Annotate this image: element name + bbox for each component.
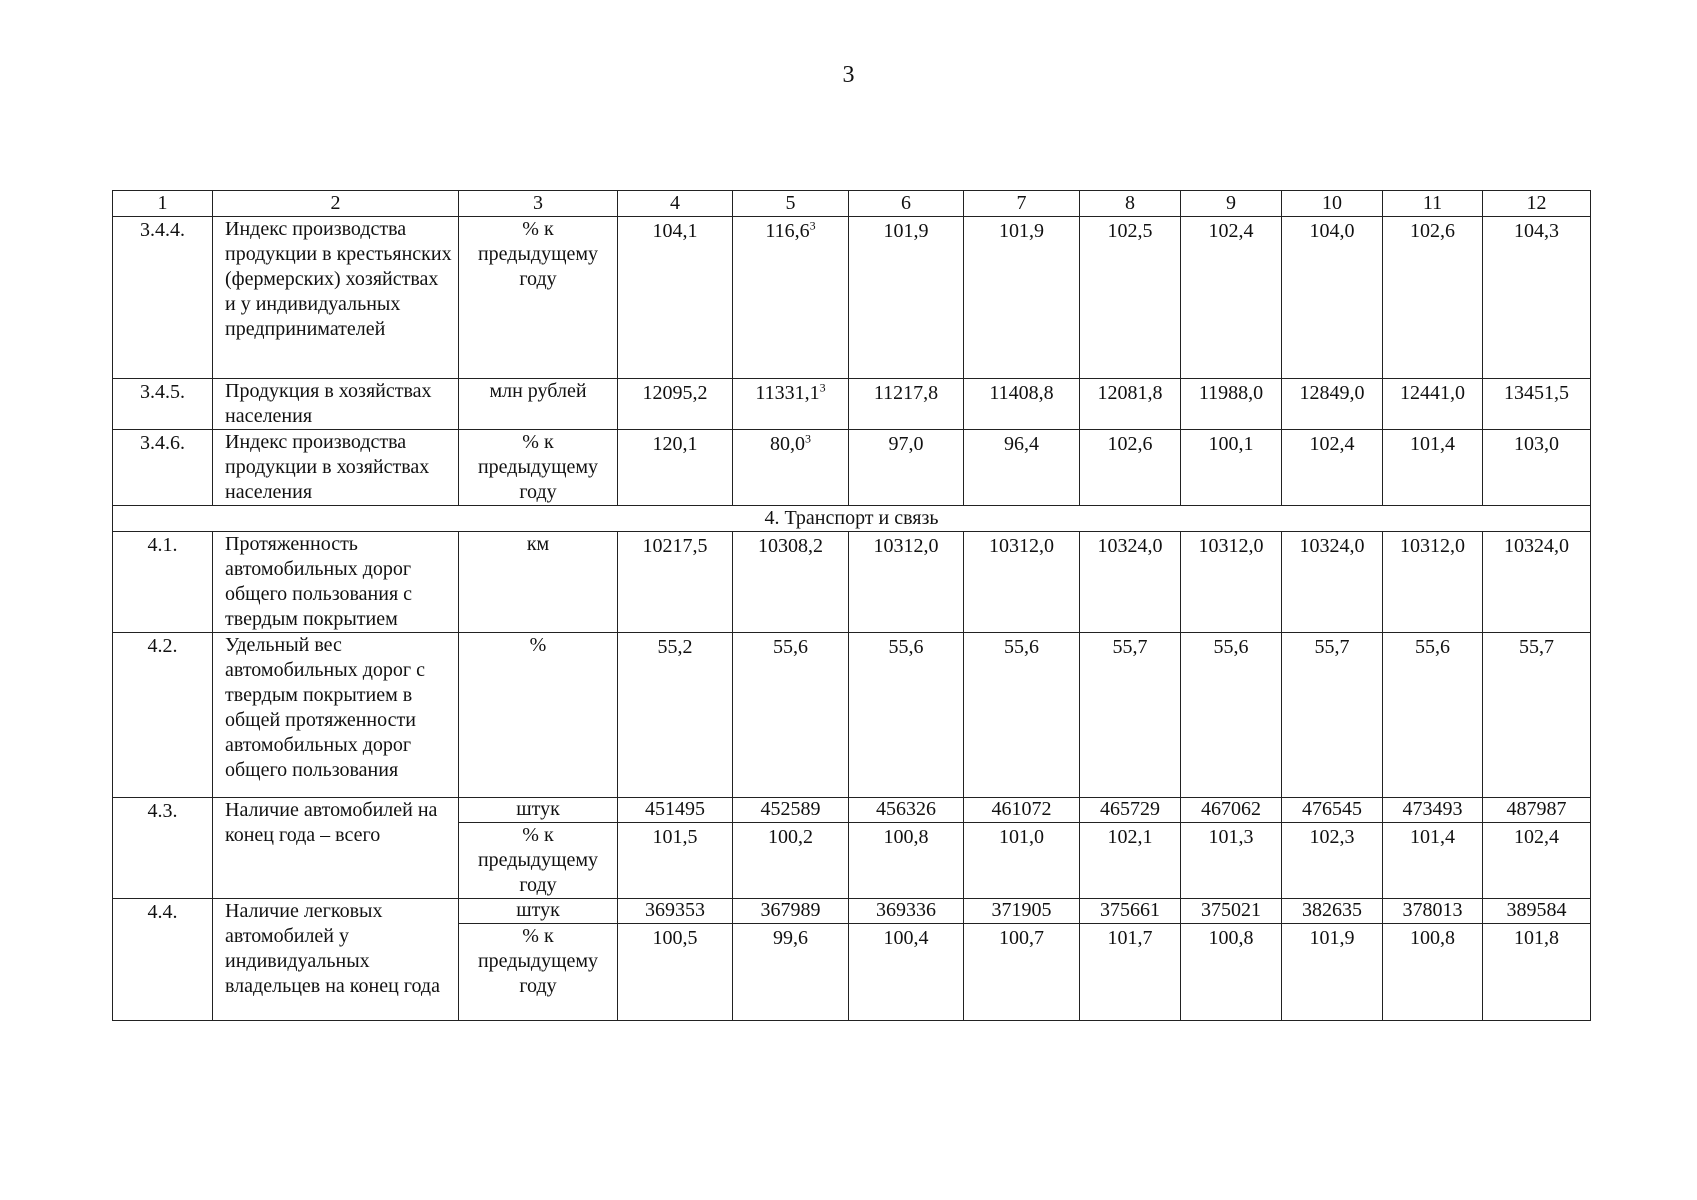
value-text: 55,6 — [888, 636, 924, 658]
indicator-name: Продукция в хозяйствах населения — [213, 379, 459, 430]
table-body — [113, 191, 1591, 1021]
value-text: 55,6 — [1415, 636, 1450, 658]
value-cell — [1383, 798, 1483, 823]
indicator-name: Наличие автомобилей на конец года – всего — [213, 798, 459, 899]
value-text: 120,1 — [652, 433, 698, 455]
value-cell — [1080, 379, 1181, 430]
value-cell — [964, 899, 1080, 924]
value-cell — [1181, 379, 1282, 430]
value-text: 103,0 — [1514, 433, 1559, 455]
value-cell — [1282, 924, 1383, 1021]
value-cell — [1080, 217, 1181, 379]
value-text: 371905 — [991, 899, 1052, 921]
value-text: 378013 — [1402, 899, 1463, 921]
value-cell — [964, 217, 1080, 379]
value-cell — [1282, 217, 1383, 379]
row-code: 4.2. — [113, 633, 213, 798]
column-number: 8 — [1080, 191, 1181, 217]
value-text: 102,6 — [1107, 433, 1153, 455]
value-cell — [618, 899, 733, 924]
value-cell — [964, 379, 1080, 430]
value-text: 55,6 — [1004, 636, 1039, 658]
value-cell — [1282, 899, 1383, 924]
value-text: 11217,8 — [873, 382, 939, 404]
value-cell — [849, 924, 964, 1021]
value-text: 12081,8 — [1097, 382, 1163, 404]
footnote-mark: 3 — [819, 380, 826, 395]
value-cell — [618, 798, 733, 823]
value-text: 11988,0 — [1198, 382, 1264, 404]
indicator-name: Наличие легковых автомобилей у индивидуальных владельцев на конец года — [213, 899, 459, 1021]
indicator-name: Индекс производства продукции в крестьянских (фермерских) хозяйствах и у индивидуальных предпринимателей — [213, 217, 459, 379]
value-cell — [1282, 823, 1383, 899]
value-cell — [1483, 217, 1591, 379]
value-text: 367989 — [760, 899, 821, 921]
column-number: 6 — [849, 191, 964, 217]
value-text: 100,8 — [1208, 927, 1254, 949]
value-text: 10324,0 — [1504, 535, 1569, 557]
unit-cell: % к предыдущему году — [459, 430, 618, 506]
row-code: 4.3. — [113, 798, 213, 899]
value-cell — [1181, 217, 1282, 379]
value-cell — [964, 430, 1080, 506]
value-text: 80,0 — [770, 433, 805, 455]
value-text: 375661 — [1100, 899, 1160, 921]
value-text: 369336 — [876, 899, 936, 921]
value-text: 10312,0 — [1400, 535, 1465, 557]
value-text: 104,0 — [1309, 220, 1355, 242]
value-text: 389584 — [1506, 899, 1567, 921]
table-row — [113, 532, 1591, 633]
value-text: 10324,0 — [1299, 535, 1365, 557]
value-cell — [1282, 430, 1383, 506]
value-cell — [733, 430, 849, 506]
column-number: 5 — [733, 191, 849, 217]
section-row — [113, 506, 1591, 532]
column-number: 7 — [964, 191, 1080, 217]
indicator-name: Индекс производства продукции в хозяйствах населения — [213, 430, 459, 506]
value-text: 467062 — [1201, 798, 1261, 820]
value-cell — [1181, 924, 1282, 1021]
value-text: 456326 — [876, 798, 936, 820]
value-cell — [964, 532, 1080, 633]
row-code: 4.1. — [113, 532, 213, 633]
value-cell — [1483, 532, 1591, 633]
unit-cell: штук — [459, 899, 618, 924]
value-text: 101,4 — [1410, 433, 1455, 455]
value-text: 101,9 — [883, 220, 929, 242]
value-cell — [618, 379, 733, 430]
value-cell — [733, 924, 849, 1021]
value-text: 476545 — [1302, 798, 1362, 820]
unit-cell: % к предыдущему году — [459, 823, 618, 899]
footnote-mark: 3 — [809, 218, 816, 233]
value-cell — [1483, 798, 1591, 823]
value-cell — [964, 924, 1080, 1021]
value-text: 55,7 — [1519, 636, 1554, 658]
value-text: 55,7 — [1314, 636, 1350, 658]
row-code: 3.4.5. — [113, 379, 213, 430]
column-number: 12 — [1483, 191, 1591, 217]
value-cell — [618, 633, 733, 798]
value-cell — [1181, 633, 1282, 798]
value-cell — [1282, 798, 1383, 823]
value-text: 102,5 — [1107, 220, 1153, 242]
value-cell — [1282, 379, 1383, 430]
value-cell — [618, 217, 733, 379]
value-cell — [964, 633, 1080, 798]
value-cell — [964, 798, 1080, 823]
value-cell — [1383, 379, 1483, 430]
value-cell — [849, 899, 964, 924]
value-cell — [1080, 430, 1181, 506]
value-cell — [1181, 899, 1282, 924]
value-cell — [1080, 899, 1181, 924]
value-cell — [1080, 532, 1181, 633]
value-text: 13451,5 — [1504, 382, 1569, 404]
table-row — [113, 633, 1591, 798]
value-text: 116,6 — [765, 220, 810, 242]
value-text: 104,3 — [1514, 220, 1559, 242]
value-text: 12849,0 — [1299, 382, 1365, 404]
page-number: 3 — [842, 62, 855, 88]
value-text: 369353 — [645, 899, 705, 921]
column-number: 9 — [1181, 191, 1282, 217]
value-text: 102,4 — [1208, 220, 1254, 242]
value-text: 10312,0 — [1198, 535, 1264, 557]
value-cell — [849, 823, 964, 899]
table-row — [113, 798, 1591, 823]
value-text: 102,4 — [1309, 433, 1355, 455]
value-text: 101,9 — [1309, 927, 1355, 949]
column-numbers-row — [113, 191, 1591, 217]
value-text: 101,7 — [1107, 927, 1153, 949]
unit-cell: штук — [459, 798, 618, 823]
table-row — [113, 899, 1591, 924]
unit-cell: % к предыдущему году — [459, 924, 618, 1021]
value-cell — [1080, 823, 1181, 899]
section-title: 4. Транспорт и связь — [113, 506, 1591, 532]
value-text: 487987 — [1506, 798, 1567, 820]
unit-cell: км — [459, 532, 618, 633]
value-text: 102,4 — [1514, 826, 1559, 848]
value-text: 451495 — [645, 798, 705, 820]
table-row — [113, 217, 1591, 379]
unit-cell: % к предыдущему году — [459, 217, 618, 379]
value-text: 101,9 — [999, 220, 1044, 242]
value-text: 10308,2 — [758, 535, 823, 557]
column-number: 4 — [618, 191, 733, 217]
value-cell — [618, 823, 733, 899]
value-text: 100,4 — [883, 927, 929, 949]
value-cell — [1483, 430, 1591, 506]
value-text: 55,6 — [1213, 636, 1249, 658]
value-cell — [733, 379, 849, 430]
value-text: 465729 — [1100, 798, 1160, 820]
row-code: 4.4. — [113, 899, 213, 1021]
value-cell — [618, 532, 733, 633]
value-cell — [733, 798, 849, 823]
value-text: 102,3 — [1309, 826, 1355, 848]
column-number: 10 — [1282, 191, 1383, 217]
column-number: 1 — [113, 191, 213, 217]
value-text: 101,5 — [652, 826, 698, 848]
value-text: 100,1 — [1208, 433, 1254, 455]
indicator-name: Протяженность автомобильных дорог общего пользования с твердым покрытием — [213, 532, 459, 633]
value-text: 10324,0 — [1097, 535, 1163, 557]
value-text: 102,6 — [1410, 220, 1455, 242]
value-text: 100,7 — [999, 927, 1044, 949]
value-text: 100,5 — [652, 927, 698, 949]
value-cell — [849, 798, 964, 823]
value-text: 101,0 — [999, 826, 1044, 848]
value-text: 12441,0 — [1400, 382, 1465, 404]
value-cell — [1282, 633, 1383, 798]
value-cell — [1383, 430, 1483, 506]
unit-cell: млн рублей — [459, 379, 618, 430]
value-cell — [1483, 899, 1591, 924]
value-text: 55,7 — [1112, 636, 1148, 658]
value-cell — [1080, 924, 1181, 1021]
value-text: 97,0 — [888, 433, 924, 455]
value-text: 375021 — [1201, 899, 1261, 921]
value-text: 12095,2 — [642, 382, 708, 404]
value-cell — [1181, 532, 1282, 633]
value-text: 11331,1 — [755, 382, 820, 404]
value-text: 11408,8 — [989, 382, 1054, 404]
value-text: 100,2 — [768, 826, 813, 848]
value-cell — [1383, 633, 1483, 798]
value-text: 101,8 — [1514, 927, 1559, 949]
value-cell — [618, 924, 733, 1021]
value-cell — [733, 899, 849, 924]
value-text: 10217,5 — [642, 535, 708, 557]
unit-cell: % — [459, 633, 618, 798]
column-number: 3 — [459, 191, 618, 217]
statistics-table — [112, 190, 1591, 1021]
value-cell — [849, 430, 964, 506]
value-cell — [1181, 823, 1282, 899]
value-text: 382635 — [1302, 899, 1362, 921]
value-cell — [1383, 532, 1483, 633]
value-text: 101,3 — [1208, 826, 1254, 848]
value-text: 104,1 — [652, 220, 698, 242]
value-cell — [1383, 217, 1483, 379]
value-text: 100,8 — [1410, 927, 1455, 949]
value-cell — [733, 532, 849, 633]
value-text: 55,6 — [773, 636, 808, 658]
value-text: 55,2 — [657, 636, 693, 658]
value-text: 461072 — [991, 798, 1052, 820]
value-cell — [1282, 532, 1383, 633]
value-cell — [733, 823, 849, 899]
value-text: 100,8 — [883, 826, 929, 848]
value-cell — [1483, 633, 1591, 798]
value-text: 452589 — [760, 798, 821, 820]
value-text: 10312,0 — [873, 535, 939, 557]
value-cell — [849, 217, 964, 379]
table-row — [113, 430, 1591, 506]
value-cell — [1383, 924, 1483, 1021]
value-cell — [849, 379, 964, 430]
value-cell — [1483, 924, 1591, 1021]
footnote-mark: 3 — [805, 431, 811, 446]
value-cell — [1181, 798, 1282, 823]
column-number: 11 — [1383, 191, 1483, 217]
value-text: 102,1 — [1107, 826, 1153, 848]
value-cell — [733, 217, 849, 379]
value-cell — [849, 633, 964, 798]
value-text: 101,4 — [1410, 826, 1455, 848]
value-cell — [964, 823, 1080, 899]
value-cell — [1383, 823, 1483, 899]
value-text: 99,6 — [773, 927, 808, 949]
value-cell — [1080, 798, 1181, 823]
indicator-name: Удельный вес автомобильных дорог с твердым покрытием в общей протяженности автомобильных дорог общего пользования — [213, 633, 459, 798]
value-cell — [1383, 899, 1483, 924]
value-cell — [1080, 633, 1181, 798]
row-code: 3.4.6. — [113, 430, 213, 506]
value-cell — [733, 633, 849, 798]
row-code: 3.4.4. — [113, 217, 213, 379]
value-text: 473493 — [1402, 798, 1463, 820]
value-cell — [1483, 379, 1591, 430]
column-number: 2 — [213, 191, 459, 217]
value-cell — [849, 532, 964, 633]
value-cell — [618, 430, 733, 506]
value-cell — [1181, 430, 1282, 506]
value-text: 96,4 — [1004, 433, 1039, 455]
table-row — [113, 379, 1591, 430]
value-cell — [1483, 823, 1591, 899]
value-text: 10312,0 — [989, 535, 1054, 557]
